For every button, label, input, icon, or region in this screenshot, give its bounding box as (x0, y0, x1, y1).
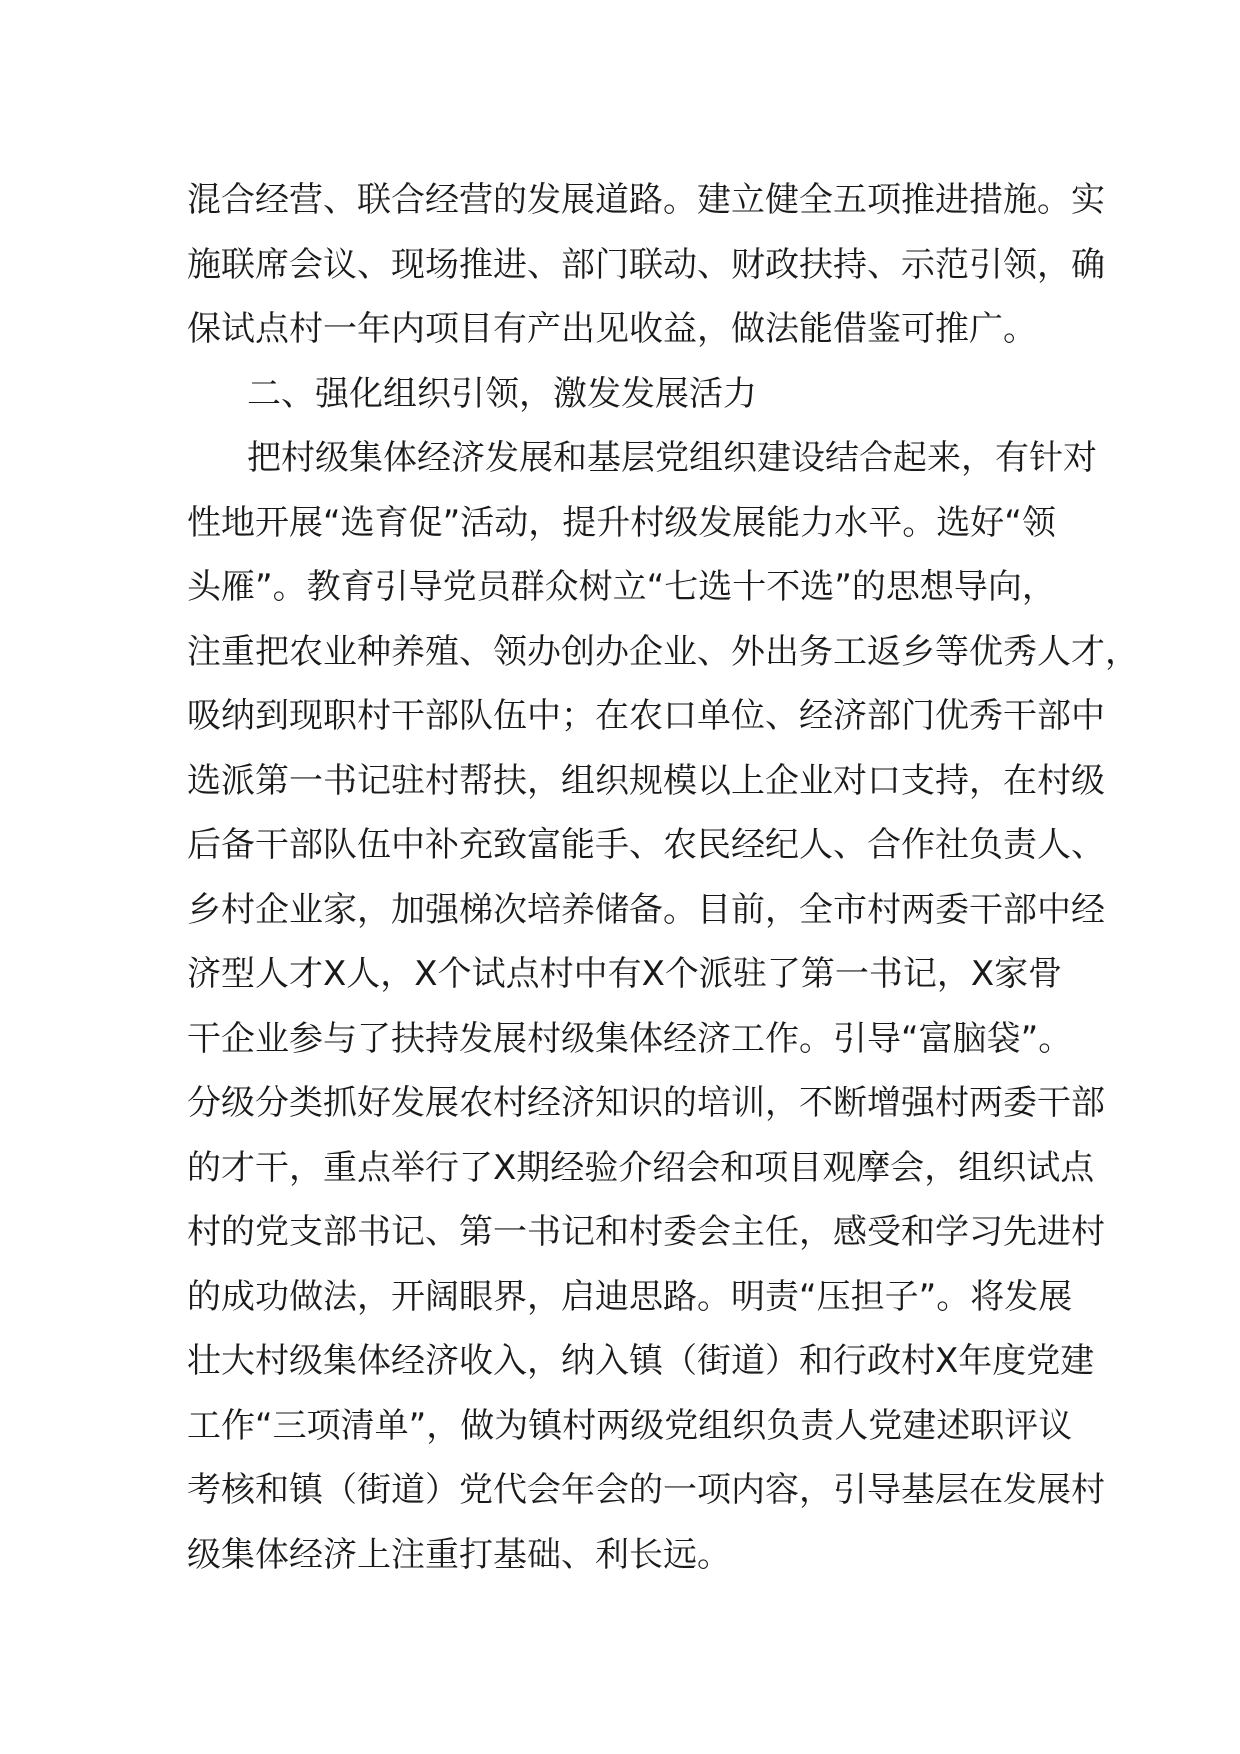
paragraph-line: 混合经营、联合经营的发展道路。建立健全五项推进措施。实 (187, 180, 1105, 220)
paragraph-line: 壮大村级集体经济收入，纳入镇（街道）和行政村X年度党建 (187, 1341, 1095, 1381)
paragraph-line: 后备干部队伍中补充致富能手、农民经纪人、合作社负责人、 (187, 825, 1105, 865)
paragraph-line: 分级分类抓好发展农村经济知识的培训，不断增强村两委干部 (187, 1083, 1105, 1123)
paragraph-line: 把村级集体经济发展和基层党组织建设结合起来，有针对 (247, 438, 1097, 478)
body-text (187, 168, 1139, 1587)
paragraph-line: 注重把农业种养殖、领办创办企业、外出务工返乡等优秀人才， (187, 631, 1139, 672)
paragraph-line: 保试点村一年内项目有产出见收益，做法能借鉴可推广。 (187, 309, 1037, 349)
paragraph-line: 施联席会议、现场推进、部门联动、财政扶持、示范引领，确 (187, 244, 1105, 285)
paragraph-line: 的才干，重点举行了X期经验介绍会和项目观摩会，组织试点 (187, 1147, 1095, 1188)
paragraph-line: 乡村企业家，加强梯次培养储备。目前，全市村两委干部中经 (187, 889, 1105, 930)
paragraph-line: 性地开展“选育促”活动，提升村级发展能力水平。选好“领 (187, 502, 1056, 543)
paragraph-line: 村的党支部书记、第一书记和村委会主任，感受和学习先进村 (187, 1212, 1105, 1252)
paragraph-line: 的成功做法，开阔眼界，启迪思路。明责“压担子”。将发展 (187, 1276, 1073, 1317)
paragraph-line: 吸纳到现职村干部队伍中；在农口单位、经济部门优秀干部中 (187, 696, 1105, 736)
paragraph-line: 工作“三项清单”，做为镇村两级党组织负责人党建述职评议 (187, 1405, 1073, 1446)
section-heading: 二、强化组织引领，激发发展活力 (247, 373, 757, 414)
paragraph-line: 选派第一书记驻村帮扶，组织规模以上企业对口支持，在村级 (187, 760, 1105, 801)
paragraph-line: 头雁”。教育引导党员群众树立“七选十不选”的思想导向， (187, 567, 1056, 607)
paragraph-line: 考核和镇（街道）党代会年会的一项内容，引导基层在发展村 (187, 1470, 1105, 1510)
paragraph-line: 济型人才X人，X个试点村中有X个派驻了第一书记，X家骨 (187, 954, 1063, 994)
paragraph-line: 干企业参与了扶持发展村级集体经济工作。引导“富脑袋”。 (187, 1018, 1073, 1059)
paragraph-line: 级集体经济上注重打基础、利长远。 (187, 1534, 731, 1575)
